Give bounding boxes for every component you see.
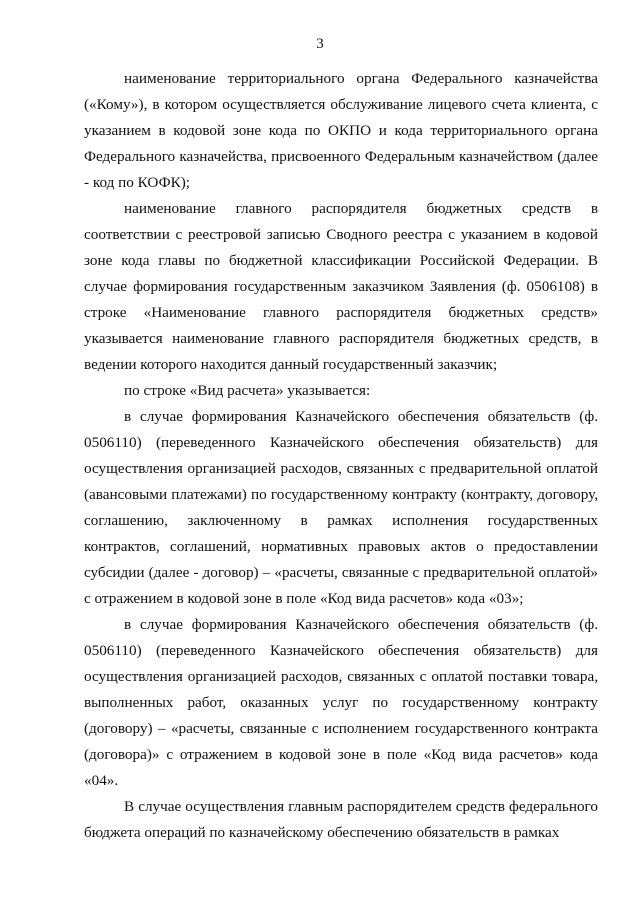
paragraph-prepayment-case: в случае формирования Казначейского обеспечения обязательств (ф. 0506110) (переведенного Казначейского обеспечения обязательств) для осуществления организацией расходов, связанных с предварительной оплатой (авансовыми платежами) по государственному контракту (контракту, договору, соглашению, заключенному в рамках исполнения государственных контрактов, соглашений, нормативных правовых актов о предоставлении субсидии (далее - договор) – «расчеты, связанные с предварительной оплатой» с отражением в кодовой зоне в поле «Код вида расчетов» кода «03»; [84, 408, 598, 607]
paragraph-main-budget-manager: наименование главного распорядителя бюджетных средств в соответствии с реестровой записью Сводного реестра с указанием в кодовой зоне кода главы по бюджетной классификации Российской Федерации. В случае формирования государственным заказчиком Заявления (ф. 0506108) в строке «Наименование главного распорядителя бюджетных средств» указывается наименование главного распорядителя бюджетных средств, в ведении которого находится данный государственный заказчик; [84, 200, 598, 373]
paragraph-federal-budget-operations: В случае осуществления главным распорядителем средств федерального бюджета операций по казначейскому обеспечению обязательств в рамках [84, 798, 598, 841]
document-body [84, 66, 598, 846]
paragraph-contract-execution-case: в случае формирования Казначейского обеспечения обязательств (ф. 0506110) (переведенного Казначейского обеспечения обязательств) для осуществления организацией расходов, связанных с оплатой поставки товара, выполненных работ, оказанных услуг по государственному контракту (договору) – «расчеты, связанные с исполнением государственного контракта (договора)» с отражением в кодовой зоне в поле «Код вида расчетов» кода «04». [84, 616, 598, 789]
page-number: 3 [316, 36, 324, 52]
paragraph-territorial-organ: наименование территориального органа Федерального казначейства («Кому»), в котором осуществляется обслуживание лицевого счета клиента, с указанием в кодовой зоне кода по ОКПО и кода территориального органа Федерального казначейства, присвоенного Федеральным казначейством (далее - код по КОФК); [84, 70, 598, 191]
paragraph-calculation-type: по строке «Вид расчета» указывается: [124, 382, 371, 399]
